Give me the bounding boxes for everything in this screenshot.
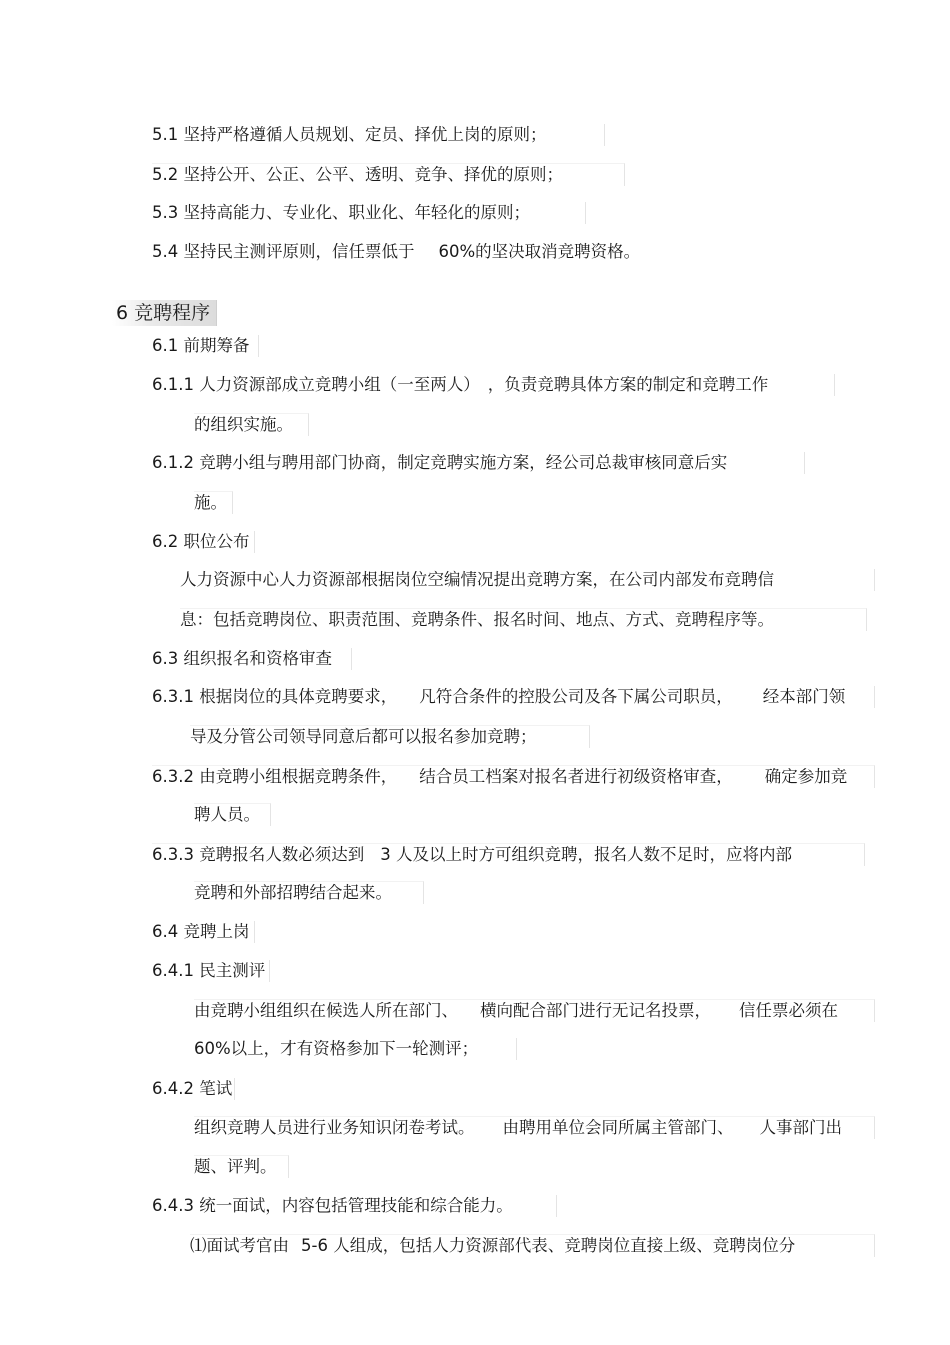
clause-6-4-1-text-c: 信任票必须在 [739,1001,838,1020]
clause-6-3-1-text-c: 经本部门领 [762,687,846,706]
clause-6-1-2: 6.1.2 竞聘小组与聘用部门协商，制定竞聘实施方案，经公司总裁审核同意后实 [152,452,805,474]
clause-6-4-3-item-1 [190,1234,875,1257]
clause-6-3: 6.3 组织报名和资格审查 [152,648,352,670]
clause-6-1-2-cont: 施。 [194,491,233,514]
clause-6-1-1 [152,374,835,396]
clause-6-3-3-cont: 竞聘和外部招聘结合起来。 [194,881,424,904]
clause-6-4-2-para-2: 题、评判。 [194,1155,289,1178]
clause-6-3-1-text-b: 凡符合条件的控股公司及各下属公司职员， [419,687,733,706]
clause-5-2: 5.2 坚持公开、公正、公平、透明、竞争、择优的原则； [152,163,625,186]
clause-6-1: 6.1 前期筹备 [152,335,259,357]
clause-6-4-3: 6.4.3 统一面试，内容包括管理技能和综合能力。 [152,1195,557,1217]
section-heading-6: 6 竞聘程序 [112,300,217,326]
clause-6-3-2 [152,765,875,788]
clause-6-4-1-text-a: 由竞聘小组组织在候选人所在部门、 [194,1001,458,1020]
clause-5-3: 5.3 坚持高能力、专业化、职业化、年轻化的原则； [152,202,586,224]
clause-6-4-1-text-b: 横向配合部门进行无记名投票， [480,1001,711,1020]
clause-5-4-text-b: 60%的坚决取消竞聘资格。 [438,242,641,261]
clause-6-2: 6.2 职位公布 [152,531,255,553]
clause-6-4-3-item-1-text-b: 5-6 人组成，包括人力资源部代表、竞聘岗位直接上级、竞聘岗位分 [301,1236,796,1255]
clause-6-3-2-text-b: 结合员工档案对报名者进行初级资格审查， [419,767,733,786]
clause-6-3-2-cont: 聘人员。 [194,803,271,826]
clause-6-2-para-1: 人力资源中心人力资源部根据岗位空编情况提出竞聘方案，在公司内部发布竞聘信 [180,569,875,591]
clause-6-2-para-2: 息：包括竞聘岗位、职责范围、竞聘条件、报名时间、地点、方式、竞聘程序等。 [180,608,867,631]
clause-6-1-1-text-b: ，负责竞聘具体方案的制定和竞聘工作 [487,375,769,394]
clause-6-3-1-text-a: 6.3.1 根据岗位的具体竞聘要求， [152,687,398,706]
clause-6-4-2-text-b: 由聘用单位会同所属主管部门、 [502,1118,734,1137]
clause-5-4 [152,241,644,263]
clause-6-4-2-text-a: 组织竞聘人员进行业务知识闭卷考试。 [194,1118,475,1137]
clause-6-3-3 [152,843,865,866]
clause-6-4-1: 6.4.1 民主测评 [152,960,270,982]
clause-6-1-1-cont: 的组织实施。 [194,413,309,436]
clause-6-3-1-cont: 导及分管公司领导同意后都可以报名参加竞聘； [190,725,590,748]
clause-5-4-text-a: 5.4 坚持民主测评原则，信任票低于 [152,242,415,261]
clause-6-4-2-para-1 [194,1116,875,1139]
clause-6-4-2-text-c: 人事部门出 [759,1118,842,1137]
clause-6-4-3-item-1-text-a: ⑴面试考官由 [190,1236,289,1255]
clause-6-3-1 [152,686,875,708]
clause-6-3-2-text-c: 确定参加竞 [764,767,848,786]
clause-6-3-3-text-b: 3 人及以上时方可组织竞聘，报名人数不足时，应将内部 [380,845,792,864]
clause-6-4: 6.4 竞聘上岗 [152,921,255,943]
clause-5-1: 5.1 坚持严格遵循人员规划、定员、择优上岗的原则； [152,124,605,146]
clause-6-3-2-text-a: 6.3.2 由竞聘小组根据竞聘条件， [152,767,398,786]
clause-6-3-3-text-a: 6.3.3 竞聘报名人数必须达到 [152,845,365,864]
clause-6-4-1-para-2: 60%以上，才有资格参加下一轮测评； [194,1038,517,1060]
clause-6-4-1-para-1 [194,999,875,1022]
clause-6-1-1-text-a: 6.1.1 人力资源部成立竞聘小组（一至两人） [152,375,480,394]
clause-6-4-2: 6.4.2 笔试 [152,1078,235,1100]
